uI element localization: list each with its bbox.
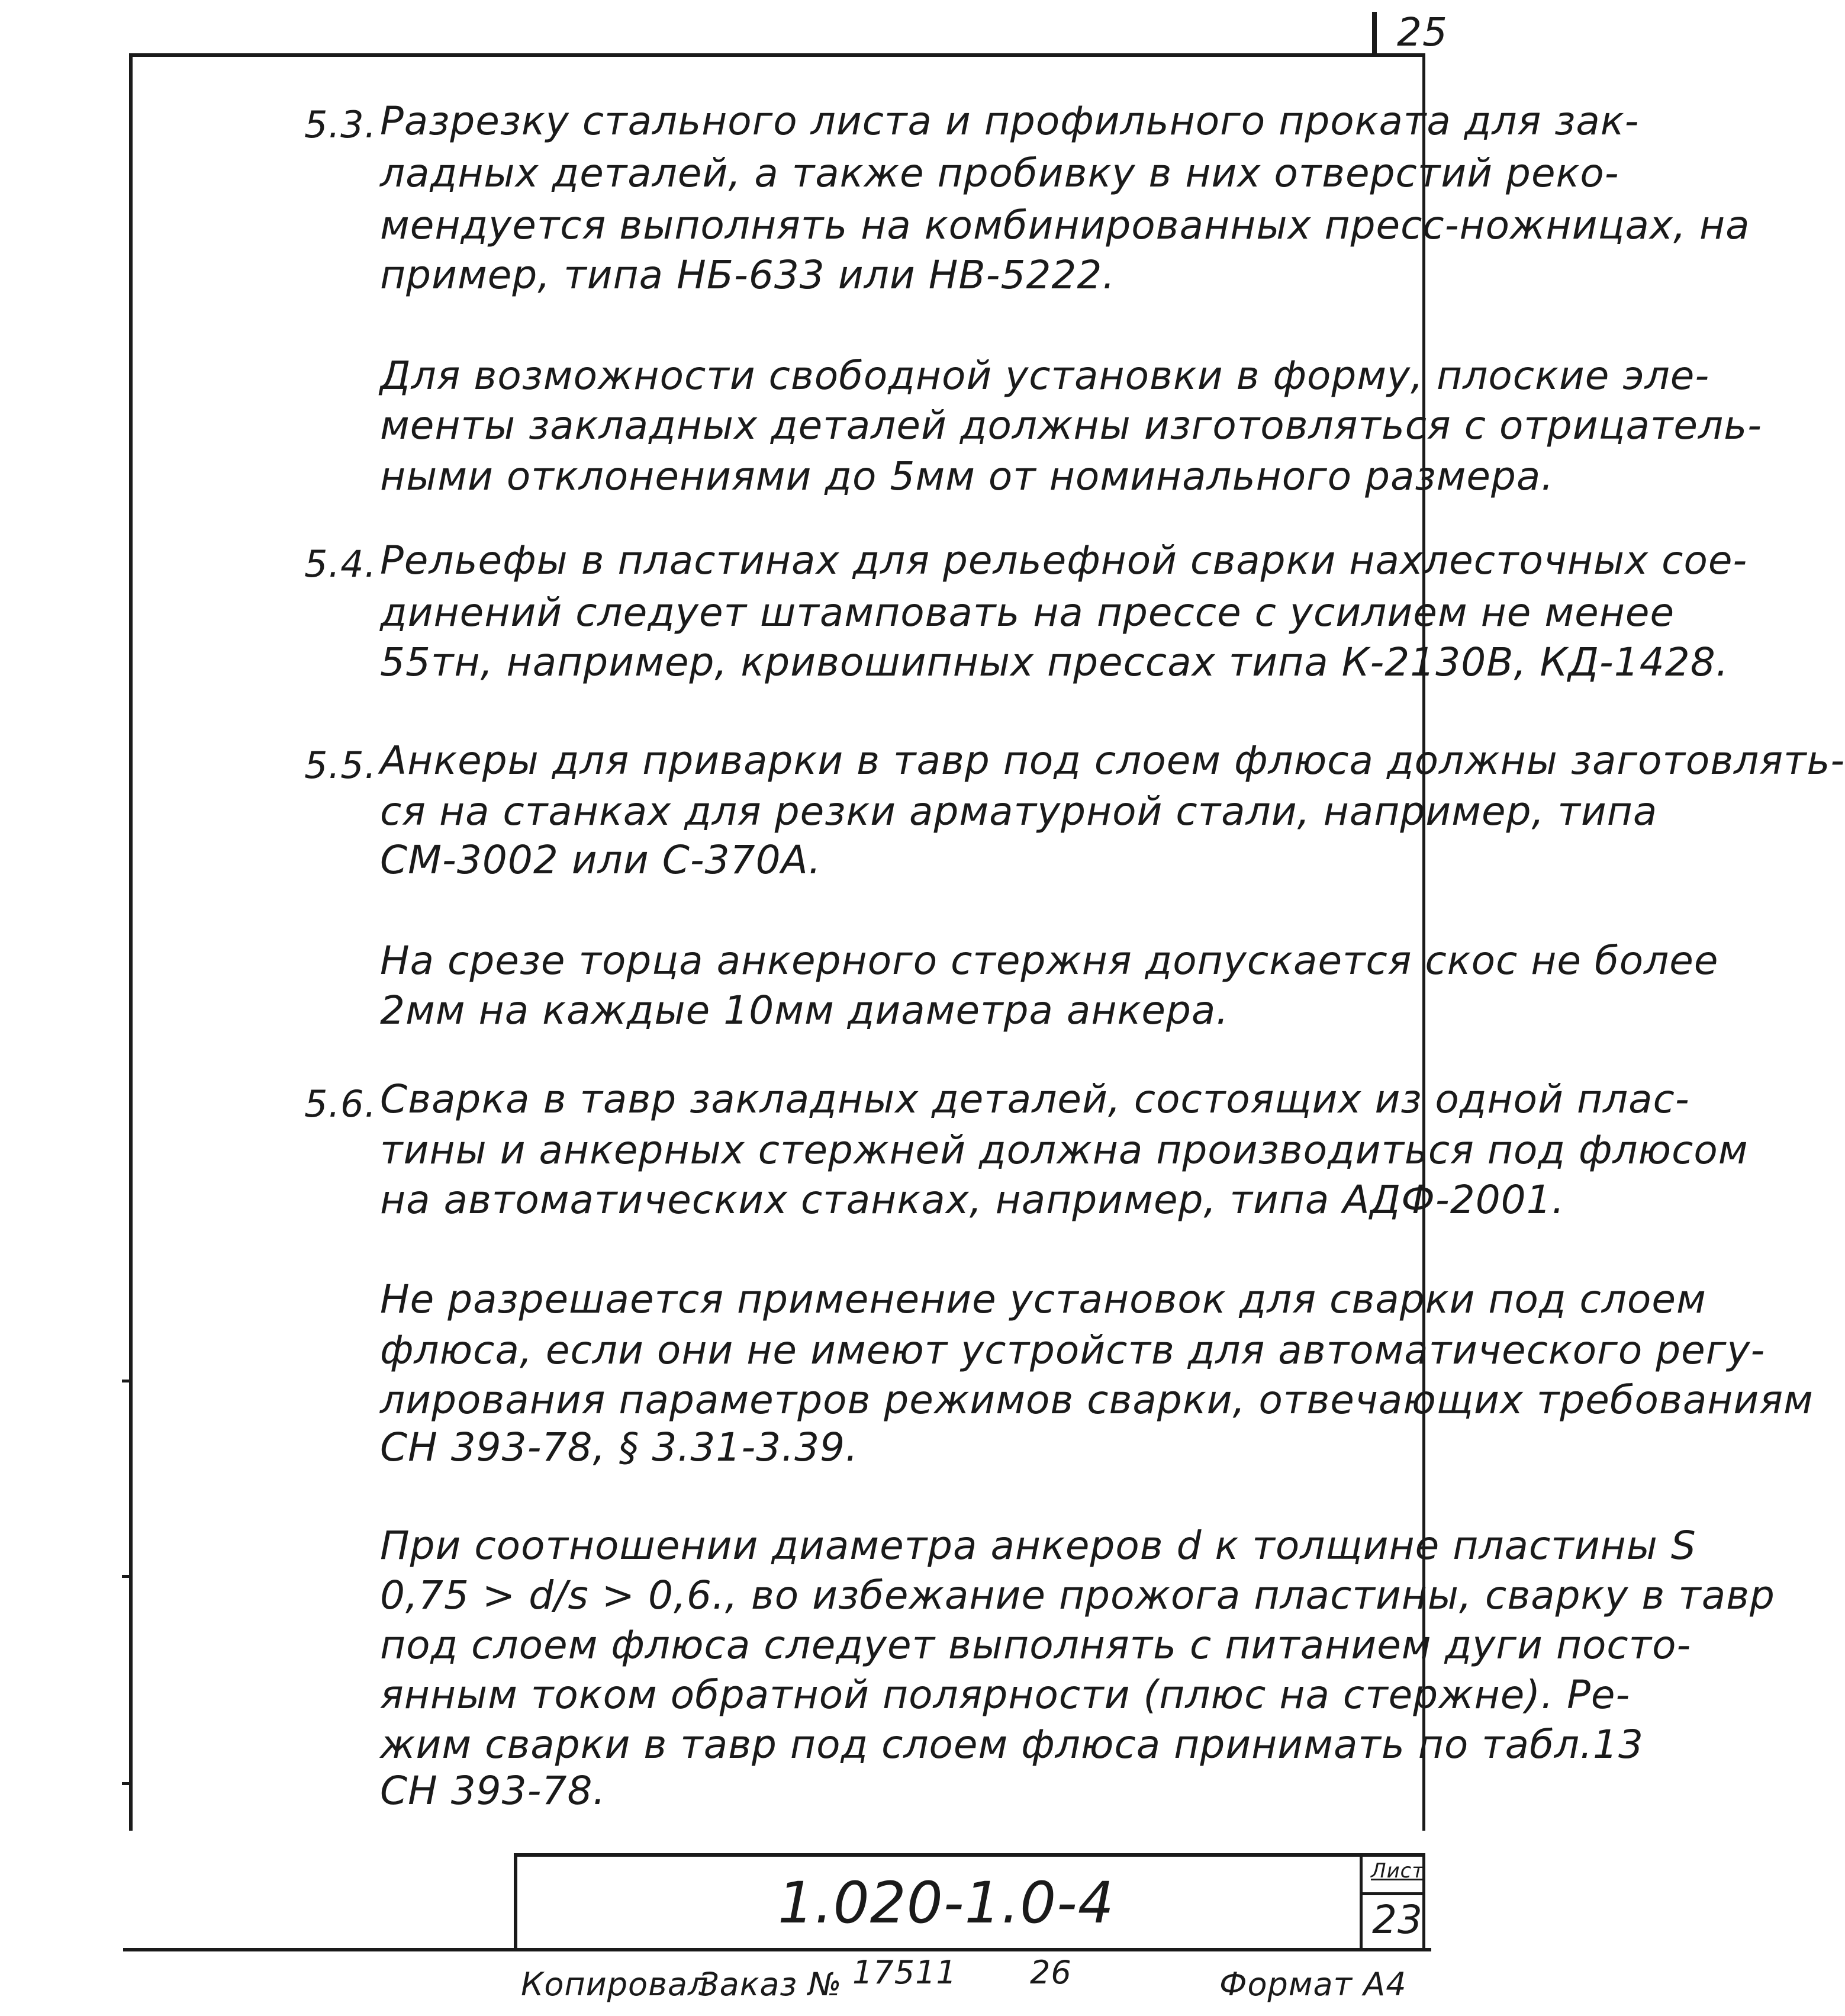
text-line: тины и анкерных стержней должна производиться под флюсом [380, 1127, 1749, 1173]
text-line: 0,75 > d/s > 0,6., во избежание прожога пластины, сварку в тавр [380, 1573, 1775, 1618]
section-number: 5.3. [304, 103, 377, 146]
text-line: СН 393-78, § 3.31-3.39. [380, 1425, 859, 1470]
text-line: мендуется выполнять на комбинированных пресс-ножницах, на [380, 202, 1750, 248]
section-number: 5.4. [304, 542, 377, 586]
text-line: Для возможности свободной установки в форму, плоские эле- [380, 353, 1710, 398]
text-line: Анкеры для приварки в тавр под слоем флюса должны заготовлять- [380, 738, 1845, 783]
copied-label: Копировал [521, 1966, 709, 2003]
text-line: Сварка в тавр закладных деталей, состоящих из одной плас- [380, 1076, 1690, 1122]
text-line: пример, типа НБ-633 или НВ-5222. [380, 252, 1116, 298]
text-line: При соотношении диаметра анкеров d к толщине пластины S [380, 1523, 1696, 1568]
text-line: менты закладных деталей должны изготовляться с отрицатель- [380, 403, 1762, 448]
text-line: на автоматических станках, например, типа АДФ-2001. [380, 1177, 1565, 1223]
bottom-border [123, 1948, 1431, 1951]
binding-mark [122, 1575, 129, 1578]
text-line: динений следует штамповать на прессе с усилием не менее [380, 590, 1675, 635]
text-line: ся на станках для резки арматурной стали, например, типа [380, 789, 1658, 834]
text-line: На срезе торца анкерного стержня допускается скос не более [380, 938, 1719, 983]
text-line: СМ-3002 или С-370А. [380, 837, 822, 883]
sheet-label: Лист [1371, 1859, 1425, 1883]
section-number: 5.6. [304, 1082, 377, 1126]
section-number: 5.5. [304, 744, 377, 787]
page-number-bar [1372, 12, 1377, 54]
page-number-mark [1372, 9, 1485, 55]
copies-count: 26 [1030, 1954, 1072, 1991]
text-line: Не разрешается применение установок для сварки под слоем [380, 1277, 1706, 1322]
sheet-cell [1360, 1857, 1425, 1951]
title-block [514, 1853, 1425, 1951]
order-number: 17511 [852, 1954, 957, 1991]
text-line: Рельефы в пластинах для рельефной сварки нахлесточных сое- [380, 538, 1748, 583]
text-line: янным током обратной полярности (плюс на стержне). Ре- [380, 1672, 1631, 1718]
page-number: 25 [1397, 9, 1448, 55]
document-code: 1.020-1.0-4 [778, 1870, 1115, 1936]
text-line: под слоем флюса следует выполнять с питанием дуги посто- [380, 1622, 1692, 1668]
format-label: Формат А4 [1219, 1966, 1407, 2003]
text-line: 2мм на каждые 10мм диаметра анкера. [380, 988, 1229, 1033]
text-line: лирования параметров режимов сварки, отвечающих требованиям [380, 1377, 1814, 1423]
text-line: жим сварки в тавр под слоем флюса принимать по табл.13 [380, 1722, 1644, 1767]
text-line: ладных деталей, а также пробивку в них отверстий реко- [380, 150, 1619, 196]
text-line: 55тн, например, кривошипных прессах типа К-2130В, КД-1428. [380, 639, 1729, 685]
text-line: флюса, если они не имеют устройств для автоматического регу- [380, 1327, 1766, 1373]
text-line: СН 393-78. [380, 1768, 606, 1814]
order-label: Заказ № [698, 1966, 842, 2003]
drawing-frame [129, 53, 1845, 1831]
sheet-divider [1363, 1892, 1425, 1895]
sheet-number: 23 [1372, 1897, 1423, 1943]
binding-mark [122, 1782, 129, 1785]
text-line: ными отклонениями до 5мм от номинального размера. [380, 454, 1554, 499]
binding-mark [122, 1380, 129, 1382]
text-line: Разрезку стального листа и профильного проката для зак- [380, 98, 1640, 144]
